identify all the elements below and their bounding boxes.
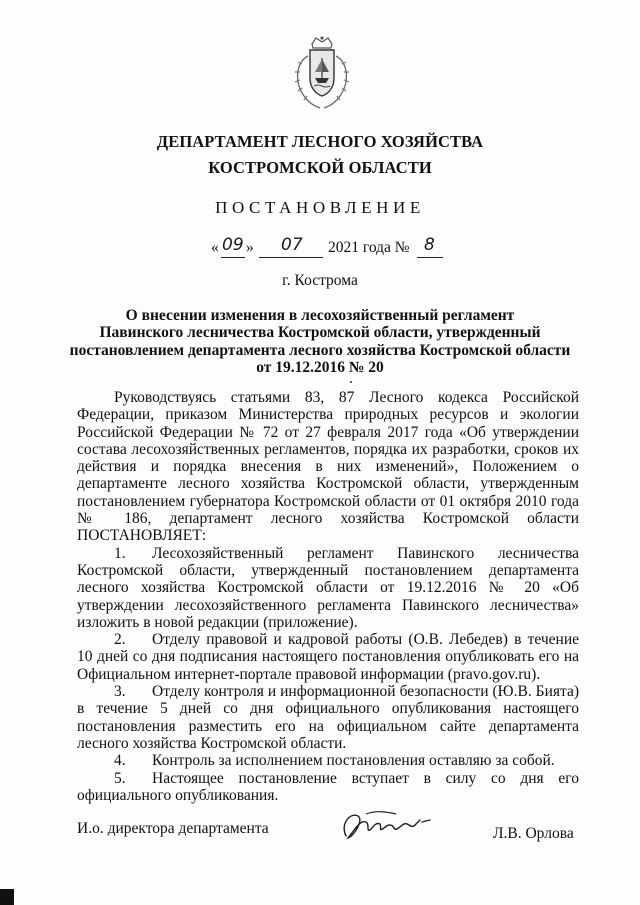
date-number-line xyxy=(0,235,640,262)
city: г. Кострома xyxy=(282,272,358,289)
title-line: от 19.12.2016 № 20 xyxy=(256,358,384,376)
handwritten-signature xyxy=(336,806,436,846)
document-title xyxy=(60,307,580,376)
title-line: О внесении изменения в лесохозяйственный регламент xyxy=(125,307,515,324)
list-item xyxy=(77,683,579,752)
item-number: 1. xyxy=(114,544,126,562)
preamble-paragraph: Руководствуясь статьями 83, 87 Лесного кодекса Российской Федерации, приказом Министерства природных ресурсов и экологии Российской Федерации № 72 от 27 февраля 2017 года «Об утверждении состава лесохозяйственных регламентов, порядка их разработки, сроков их действия и порядка внесения в них изменений», Положением о департаменте лесного хозяйства Костромской области, утвержденным постановлением губернатора Костромской области от 01 октября 2010 года № 186, департамент лесного хозяйства Костромской области ПОСТАНОВЛЯЕТ: xyxy=(77,389,579,545)
document-number: 8 xyxy=(424,235,435,255)
list-item xyxy=(77,631,579,683)
stray-mark xyxy=(350,381,352,383)
date-close-quote: » xyxy=(246,239,254,256)
list-item xyxy=(77,752,579,769)
date-month: 07 xyxy=(281,235,303,255)
document-type: ПОСТАНОВЛЕНИЕ xyxy=(215,198,425,217)
item-number: 3. xyxy=(114,683,126,701)
date-open-quote: « xyxy=(211,239,219,256)
org-name-line2: КОСТРОМСКОЙ ОБЛАСТИ xyxy=(208,158,432,177)
title-line: постановлением департамента лесного хозяйства Костромской области xyxy=(69,341,571,359)
item-number: 4. xyxy=(114,752,126,770)
month-underline xyxy=(259,257,323,258)
item-number: 2. xyxy=(114,631,126,649)
list-item xyxy=(77,770,579,805)
signatory-name: Л.В. Орлова xyxy=(493,825,574,842)
title-line: Павинского лесничества Костромской области, утвержденный xyxy=(99,324,541,342)
item-text: Отделу правовой и кадровой работы (О.В. Лебедев) в течение 10 дней со дня подписания настоящего постановления опубликовать его на Официальном интернет-портале правовой информации (pravo.gov.ru). xyxy=(77,631,579,683)
signatory-role: И.о. директора департамента xyxy=(77,820,269,837)
item-text: Настоящее постановление вступает в силу со дня его официального опубликования. xyxy=(77,769,579,804)
item-text: Отделу контроля и информационной безопасности (Ю.В. Бията) в течение 5 дней со дня официального опубликования настоящего постановления разместить его на официальном сайте департамента лесного хозяйства Костромской области. xyxy=(77,683,579,752)
item-text: Лесохозяйственный регламент Павинского лесничества Костромской области, утвержденный постановлением департамента лесного хозяйства Костромской области от 19.12.2016 № 20 «Об утверждении лесохозяйственного регламента Павинского лесничества» изложить в новой редакции (приложение). xyxy=(77,544,579,631)
scan-artifact xyxy=(0,889,14,905)
date-day: 09 xyxy=(222,235,244,255)
number-underline xyxy=(417,257,443,258)
kostroma-coat-of-arms-icon xyxy=(290,34,354,112)
item-text: Контроль за исполнением постановления оставляю за собой. xyxy=(152,752,555,770)
day-underline xyxy=(221,257,245,258)
item-number: 5. xyxy=(114,769,126,787)
org-name-line1: ДЕПАРТАМЕНТ ЛЕСНОГО ХОЗЯЙСТВА xyxy=(156,132,484,151)
list-item xyxy=(77,545,579,631)
document-body xyxy=(77,389,579,804)
date-year-and-no-label: 2021 года № xyxy=(328,239,410,256)
